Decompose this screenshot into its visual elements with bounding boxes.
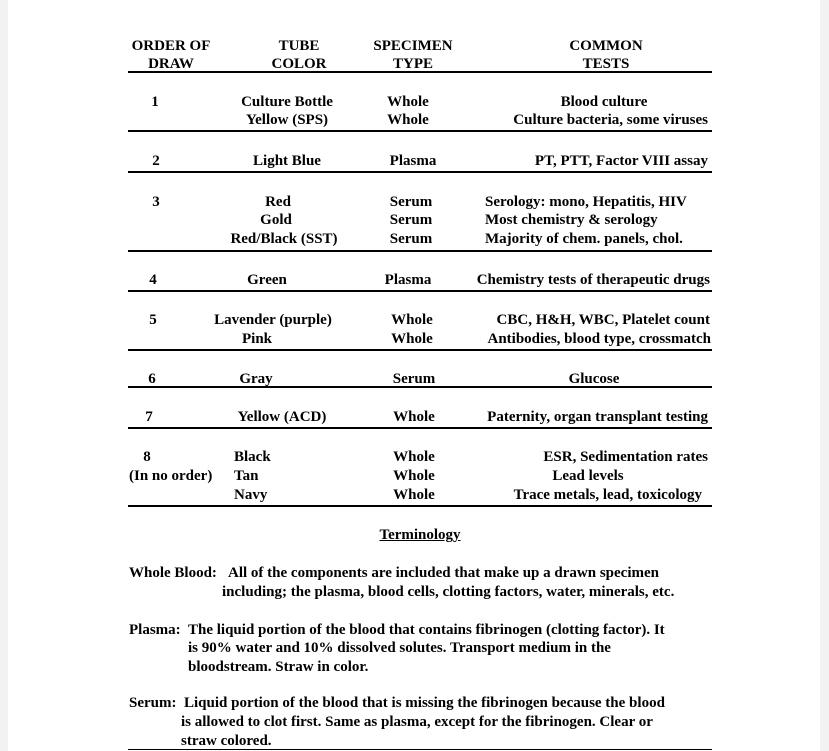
header-order-line1: ORDER OF xyxy=(131,38,211,54)
row3-rule xyxy=(128,250,712,252)
serum-line1: Liquid portion of the blood that is missing the fibrinogen because the blood xyxy=(184,695,665,711)
row5-rule xyxy=(128,349,712,351)
row2-rule xyxy=(128,171,712,173)
serum-line2: is allowed to clot first. Same as plasma, except for the fibrinogen. Clear or xyxy=(181,714,653,730)
row8-tube-3: Navy xyxy=(234,487,268,503)
row4-specimen-1: Plasma xyxy=(384,272,432,288)
row6-test-1: Glucose xyxy=(568,371,620,387)
row1-tube-1: Culture Bottle xyxy=(241,94,333,110)
row8-test-3: Trace metals, lead, toxicology xyxy=(513,487,702,503)
row4-order: 4 xyxy=(149,272,157,288)
whole-blood-line1: All of the components are included that make up a drawn specimen xyxy=(228,565,659,581)
row2-specimen-1: Plasma xyxy=(389,153,437,169)
row8-tube-1: Black xyxy=(234,449,271,465)
row1-tube-2: Yellow (SPS) xyxy=(245,112,329,128)
row6-tube-1: Gray xyxy=(239,371,273,387)
row8-specimen-3: Whole xyxy=(393,487,435,503)
row4-tube-1: Green xyxy=(247,272,287,288)
header-rule xyxy=(128,71,712,73)
serum-term: Serum: xyxy=(129,695,177,711)
row4-rule xyxy=(128,290,712,292)
row8-specimen-1: Whole xyxy=(393,449,435,465)
row5-specimen-2: Whole xyxy=(391,331,433,347)
row3-test-2: Most chemistry & serology xyxy=(485,212,658,228)
row7-specimen-1: Whole xyxy=(393,409,435,425)
header-specimen-line1: SPECIMEN xyxy=(373,38,453,54)
row1-order: 1 xyxy=(151,94,159,110)
row5-specimen-1: Whole xyxy=(391,312,433,328)
row1-specimen-2: Whole xyxy=(387,112,429,128)
row8-specimen-2: Whole xyxy=(393,468,435,484)
header-tests-line1: COMMON xyxy=(569,38,643,54)
bottom-rule xyxy=(128,749,712,750)
header-specimen-line2: TYPE xyxy=(392,56,434,72)
row8-order-note: (In no order) xyxy=(129,468,213,484)
row1-test-2: Culture bacteria, some viruses xyxy=(513,112,708,128)
row8-rule xyxy=(128,505,712,507)
header-tube-line2: COLOR xyxy=(271,56,327,72)
row2-test-1: PT, PTT, Factor VIII assay xyxy=(534,153,708,169)
row8-tube-2: Tan xyxy=(234,468,259,484)
row3-test-3: Majority of chem. panels, chol. xyxy=(485,231,683,247)
header-tests-line2: TESTS xyxy=(582,56,630,72)
row1-rule xyxy=(128,130,712,132)
row5-test-2: Antibodies, blood type, crossmatch xyxy=(487,331,711,347)
row3-order: 3 xyxy=(152,194,160,210)
row1-test-1: Blood culture xyxy=(560,94,648,110)
row5-tube-2: Pink xyxy=(241,331,273,347)
row5-tube-1: Lavender (purple) xyxy=(214,312,332,328)
row8-test-2: Lead levels xyxy=(552,468,624,484)
row3-tube-3: Red/Black (SST) xyxy=(230,231,338,247)
row7-tube-1: Yellow (ACD) xyxy=(237,409,327,425)
row2-tube-1: Light Blue xyxy=(253,153,321,169)
plasma-line3: bloodstream. Straw in color. xyxy=(188,659,369,675)
row5-test-1: CBC, H&H, WBC, Platelet count xyxy=(496,312,710,328)
header-order-line2: DRAW xyxy=(148,56,194,72)
plasma-term: Plasma: xyxy=(129,622,181,638)
row8-test-1: ESR, Sedimentation rates xyxy=(543,449,708,465)
row6-specimen-1: Serum xyxy=(392,371,436,387)
whole-blood-term: Whole Blood: xyxy=(129,565,217,581)
row7-test-1: Paternity, organ transplant testing xyxy=(487,409,708,425)
plasma-line2: is 90% water and 10% dissolved solutes. Transport medium in the xyxy=(188,640,611,656)
row6-order: 6 xyxy=(148,371,156,387)
plasma-line1: The liquid portion of the blood that contains fibrinogen (clotting factor). It xyxy=(188,622,665,638)
terminology-heading: Terminology xyxy=(379,527,461,543)
row3-specimen-1: Serum xyxy=(389,194,433,210)
row2-order: 2 xyxy=(152,153,160,169)
whole-blood-line2: including; the plasma, blood cells, clotting factors, water, minerals, etc. xyxy=(222,584,675,600)
row6-rule xyxy=(128,386,712,388)
row3-tube-2: Gold xyxy=(260,212,292,228)
row5-order: 5 xyxy=(149,312,157,328)
row7-order: 7 xyxy=(145,409,153,425)
row8-order: 8 xyxy=(143,449,151,465)
header-tube-line1: TUBE xyxy=(278,38,320,54)
row3-specimen-3: Serum xyxy=(389,231,433,247)
serum-line3: straw colored. xyxy=(181,733,272,749)
row3-specimen-2: Serum xyxy=(389,212,433,228)
row1-specimen-1: Whole xyxy=(387,94,429,110)
row7-rule xyxy=(128,427,712,429)
row4-test-1: Chemistry tests of therapeutic drugs xyxy=(476,272,710,288)
row3-tube-1: Red xyxy=(265,194,291,210)
row3-test-1: Serology: mono, Hepatitis, HIV xyxy=(485,194,687,210)
